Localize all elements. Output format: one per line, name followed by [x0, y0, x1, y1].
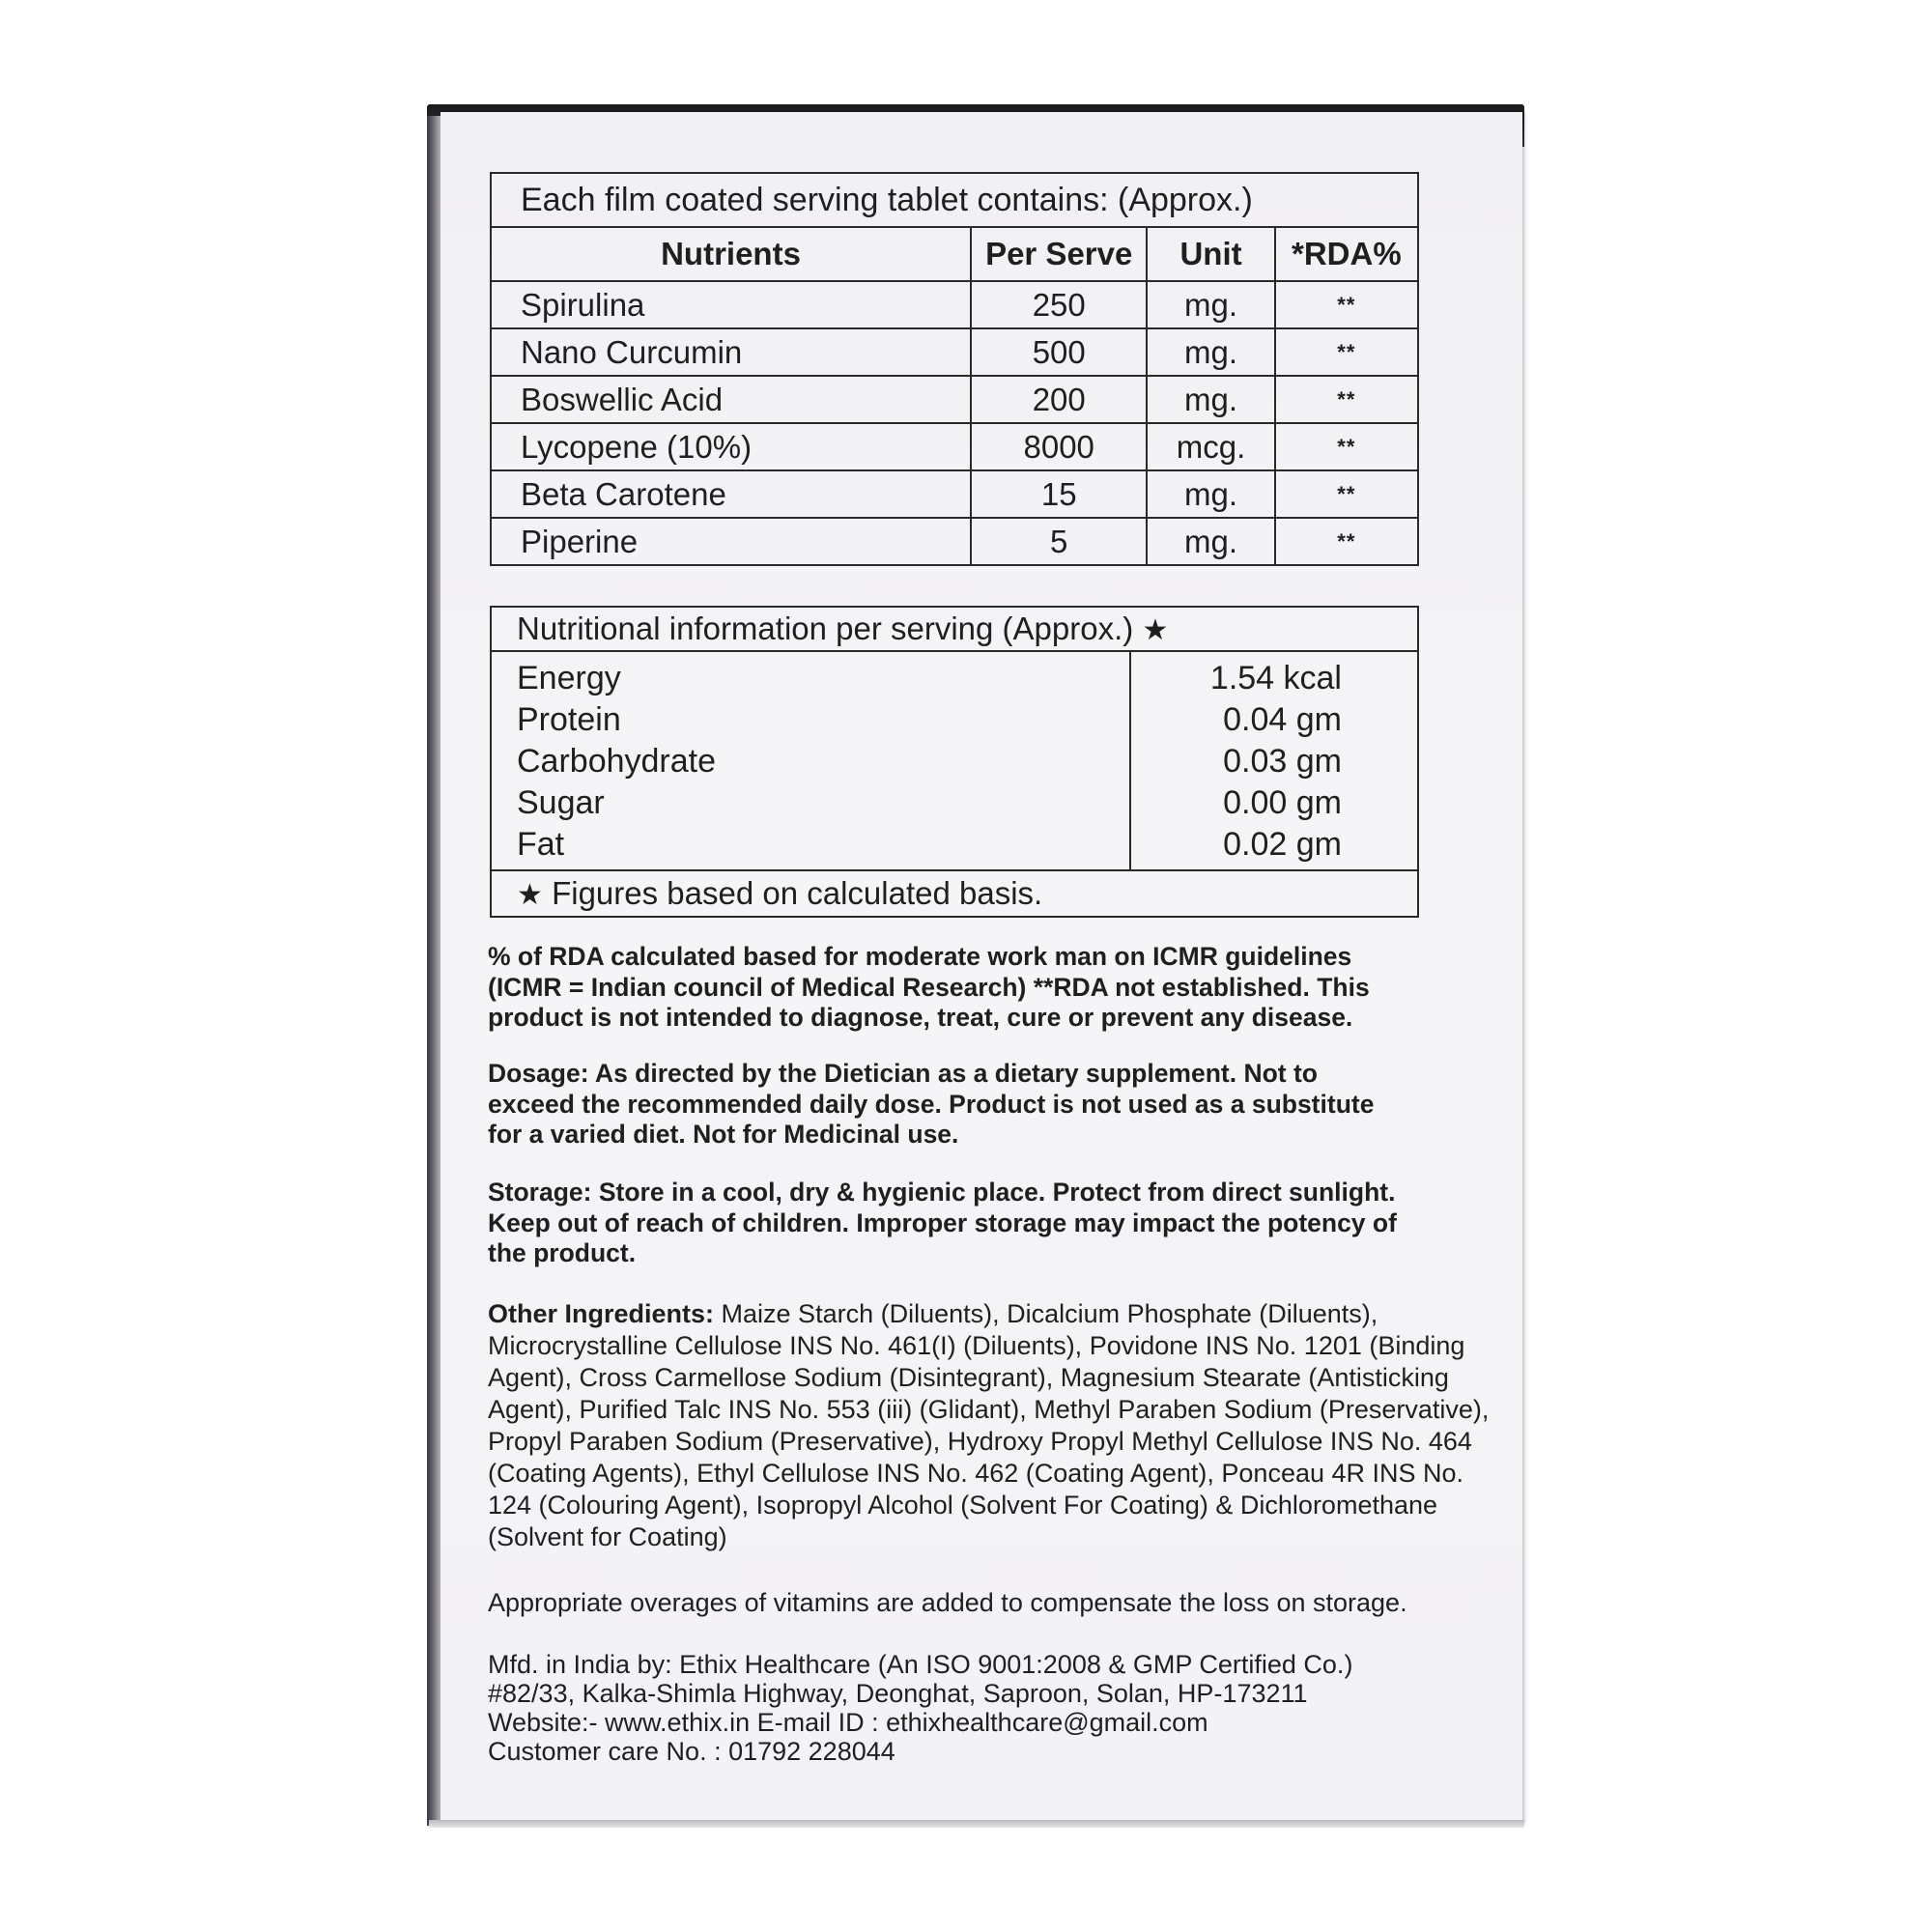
storage-line: Keep out of reach of children. Improper storage may impact the potency of: [488, 1208, 1397, 1237]
rda-note-line: (ICMR = Indian council of Medical Research) **RDA not established. This: [488, 972, 1370, 1002]
nutrient-name: Boswellic Acid: [491, 376, 971, 423]
nutrient-rda: **: [1275, 423, 1418, 470]
customer-care: Customer care No. : 01792 228044: [488, 1737, 895, 1766]
dosage-line: for a varied diet. Not for Medicinal use.: [488, 1120, 959, 1149]
nutrient-per-serve: 15: [971, 470, 1147, 518]
other-ingredients-line: 124 (Colouring Agent), Isopropyl Alcohol (Solvent For Coating) & Dichloromethane: [488, 1491, 1438, 1520]
nutrition-value: 0.03 gm: [1223, 743, 1342, 780]
nutrition-footnote: [491, 870, 1418, 917]
header-rda: *RDA%: [1275, 227, 1418, 281]
nutrients-table-caption: Each film coated serving tablet contains: (Approx.): [491, 173, 1418, 227]
manufacturer-contact: Website:- www.ethix.in E-mail ID : ethixhealthcare@gmail.com: [488, 1708, 1208, 1737]
nutrient-per-serve: 250: [971, 281, 1147, 328]
nutrient-per-serve: 200: [971, 376, 1147, 423]
star-icon: ★: [517, 879, 543, 911]
nutrition-value: 1.54 kcal: [1209, 660, 1342, 696]
storage-section: [488, 1178, 1483, 1269]
overages-note: Appropriate overages of vitamins are added to compensate the loss on storage.: [488, 1588, 1407, 1617]
nutrient-name: Lycopene (10%): [491, 423, 971, 470]
nutrient-unit: mg.: [1147, 376, 1274, 423]
other-ingredients-line: [488, 1298, 1483, 1330]
nutrient-unit: mg.: [1147, 470, 1274, 518]
nutrition-label: Fat: [517, 826, 565, 863]
nutrient-rda: **: [1275, 376, 1418, 423]
box-bottom-edge: [429, 1820, 1524, 1828]
nutrition-values-column: [1130, 651, 1418, 870]
header-per-serve: Per Serve: [971, 227, 1147, 281]
nutrition-label: Sugar: [517, 784, 605, 821]
nutrient-unit: mg.: [1147, 328, 1274, 376]
table-row: [491, 518, 1418, 565]
other-ingredients-line: Propyl Paraben Sodium (Preservative), Hydroxy Propyl Methyl Cellulose INS No. 464: [488, 1427, 1472, 1456]
dosage-line: exceed the recommended daily dose. Product is not used as a substitute: [488, 1089, 1375, 1119]
nutrients-table: [490, 172, 1419, 566]
rda-note-line: product is not intended to diagnose, treat, cure or prevent any disease.: [488, 1003, 1353, 1032]
nutrient-per-serve: 500: [971, 328, 1147, 376]
other-ingredients-line: Microcrystalline Cellulose INS No. 461(I) (Diluents), Povidone INS No. 1201 (Binding: [488, 1331, 1465, 1360]
table-row: [491, 423, 1418, 470]
star-icon: ★: [1142, 614, 1169, 646]
nutrient-rda: **: [1275, 328, 1418, 376]
other-ingredients-section: [488, 1298, 1490, 1553]
rda-note: [488, 942, 1483, 1034]
other-ingredients-line: Agent), Purified Talc INS No. 553 (iii) (Glidant), Methyl Paraben Sodium (Preservative),: [488, 1395, 1490, 1424]
nutrition-labels-column: [491, 651, 1130, 870]
nutrition-label: Protein: [517, 701, 621, 738]
table-row: [491, 281, 1418, 328]
header-nutrients: Nutrients: [491, 227, 971, 281]
dosage-section: [488, 1059, 1483, 1151]
nutrition-info-caption-text: Nutritional information per serving (Approx.): [517, 611, 1134, 646]
rda-note-line: % of RDA calculated based for moderate work man on ICMR guidelines: [488, 942, 1352, 971]
nutrition-value: 0.04 gm: [1223, 701, 1342, 738]
storage-line: the product.: [488, 1238, 637, 1267]
table-row: [491, 470, 1418, 518]
table-row: [491, 376, 1418, 423]
nutrition-label: Energy: [517, 660, 621, 696]
storage-line: Storage: Store in a cool, dry & hygienic place. Protect from direct sunlight.: [488, 1178, 1396, 1207]
other-ingredients-line: (Solvent for Coating): [488, 1522, 727, 1551]
other-ingredients-label: Other Ingredients:: [488, 1299, 715, 1328]
nutrient-rda: **: [1275, 281, 1418, 328]
nutrient-per-serve: 5: [971, 518, 1147, 565]
nutrient-rda: **: [1275, 518, 1418, 565]
nutrient-name: Spirulina: [491, 281, 971, 328]
manufacturer-info: [488, 1650, 1483, 1766]
nutrient-unit: mcg.: [1147, 423, 1274, 470]
dosage-line: Dosage: As directed by the Dietician as a dietary supplement. Not to: [488, 1059, 1318, 1088]
nutrition-value: 0.00 gm: [1223, 784, 1342, 821]
nutrient-name: Nano Curcumin: [491, 328, 971, 376]
header-unit: Unit: [1147, 227, 1274, 281]
other-ingredients-line: Agent), Cross Carmellose Sodium (Disintegrant), Magnesium Stearate (Antisticking: [488, 1363, 1449, 1392]
table-row: [491, 328, 1418, 376]
nutrient-name: Piperine: [491, 518, 971, 565]
manufacturer-address: #82/33, Kalka-Shimla Highway, Deonghat, Saproon, Solan, HP-173211: [488, 1679, 1308, 1708]
nutrient-rda: **: [1275, 470, 1418, 518]
nutrient-unit: mg.: [1147, 518, 1274, 565]
nutrition-info-table: [490, 606, 1419, 918]
nutrition-footnote-text: Figures based on calculated basis.: [552, 875, 1043, 911]
nutrition-value: 0.02 gm: [1223, 826, 1342, 863]
other-ingredients-line: (Coating Agents), Ethyl Cellulose INS No. 462 (Coating Agent), Ponceau 4R INS No.: [488, 1459, 1464, 1488]
nutrient-unit: mg.: [1147, 281, 1274, 328]
other-ingredients-text: Maize Starch (Diluents), Dicalcium Phosphate (Diluents),: [714, 1299, 1378, 1328]
nutrition-info-caption: [491, 607, 1418, 651]
nutrient-name: Beta Carotene: [491, 470, 971, 518]
nutrition-label: Carbohydrate: [517, 743, 717, 780]
nutrient-per-serve: 8000: [971, 423, 1147, 470]
manufacturer-line: Mfd. in India by: Ethix Healthcare (An ISO 9001:2008 & GMP Certified Co.): [488, 1650, 1353, 1679]
